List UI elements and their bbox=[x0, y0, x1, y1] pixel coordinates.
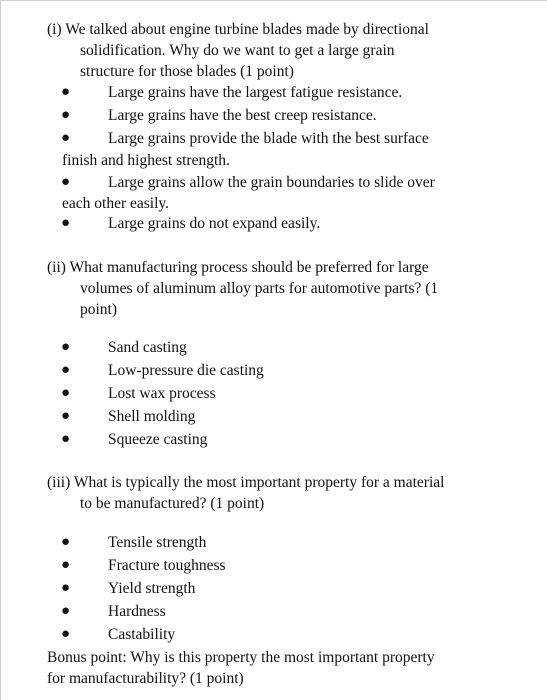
option-label: Castability bbox=[108, 626, 176, 643]
bullet-icon: ● bbox=[61, 174, 71, 190]
option-label: Lost wax process bbox=[108, 385, 216, 402]
option-label: Shell molding bbox=[108, 408, 196, 425]
bullet-icon: ● bbox=[61, 557, 71, 573]
bullet-icon: ● bbox=[61, 580, 71, 596]
question-2-line-2: volumes of aluminum alloy parts for automotive parts? (1 bbox=[80, 280, 439, 297]
question-1-option-3-continuation: finish and highest strength. bbox=[62, 152, 230, 169]
bullet-icon: ● bbox=[61, 215, 71, 231]
option-label: Squeeze casting bbox=[108, 431, 208, 448]
question-2-line-1: (ii) What manufacturing process should be preferred for large bbox=[47, 259, 429, 276]
question-2-line-3: point) bbox=[80, 301, 118, 318]
option-label: Large grains do not expand easily. bbox=[108, 215, 321, 232]
bullet-icon: ● bbox=[61, 84, 71, 100]
option-label: Large grains have the best creep resistance. bbox=[108, 107, 377, 124]
question-1-line-2: solidification. Why do we want to get a large grain bbox=[80, 42, 395, 59]
option-label: Hardness bbox=[108, 603, 166, 620]
option-label: Yield strength bbox=[108, 580, 196, 597]
question-1-line-1: (i) We talked about engine turbine blades made by directional bbox=[47, 21, 429, 38]
question-1-option-4-continuation: each other easily. bbox=[62, 195, 170, 212]
question-1-line-3: structure for those blades (1 point) bbox=[80, 63, 294, 80]
option-label: Tensile strength bbox=[108, 534, 207, 551]
question-3-line-1: (iii) What is typically the most important property for a material bbox=[47, 474, 445, 491]
option-label: Large grains allow the grain boundaries to slide over bbox=[108, 174, 435, 191]
bullet-icon: ● bbox=[61, 603, 71, 619]
bullet-icon: ● bbox=[61, 626, 71, 642]
question-3-line-2: to be manufactured? (1 point) bbox=[80, 495, 265, 512]
bullet-icon: ● bbox=[61, 408, 71, 424]
option-label: Sand casting bbox=[108, 339, 187, 356]
bullet-icon: ● bbox=[61, 431, 71, 447]
bullet-icon: ● bbox=[61, 385, 71, 401]
bonus-line-2: for manufacturability? (1 point) bbox=[47, 670, 244, 687]
bonus-line-1: Bonus point: Why is this property the most important property bbox=[47, 649, 435, 666]
bullet-icon: ● bbox=[61, 534, 71, 550]
option-label: Large grains have the largest fatigue resistance. bbox=[108, 84, 403, 101]
bullet-icon: ● bbox=[61, 107, 71, 123]
option-label: Large grains provide the blade with the best surface bbox=[108, 130, 429, 147]
option-label: Fracture toughness bbox=[108, 557, 226, 574]
bullet-icon: ● bbox=[61, 339, 71, 355]
option-label: Low-pressure die casting bbox=[108, 362, 264, 379]
bullet-icon: ● bbox=[61, 362, 71, 378]
bullet-icon: ● bbox=[61, 130, 71, 146]
